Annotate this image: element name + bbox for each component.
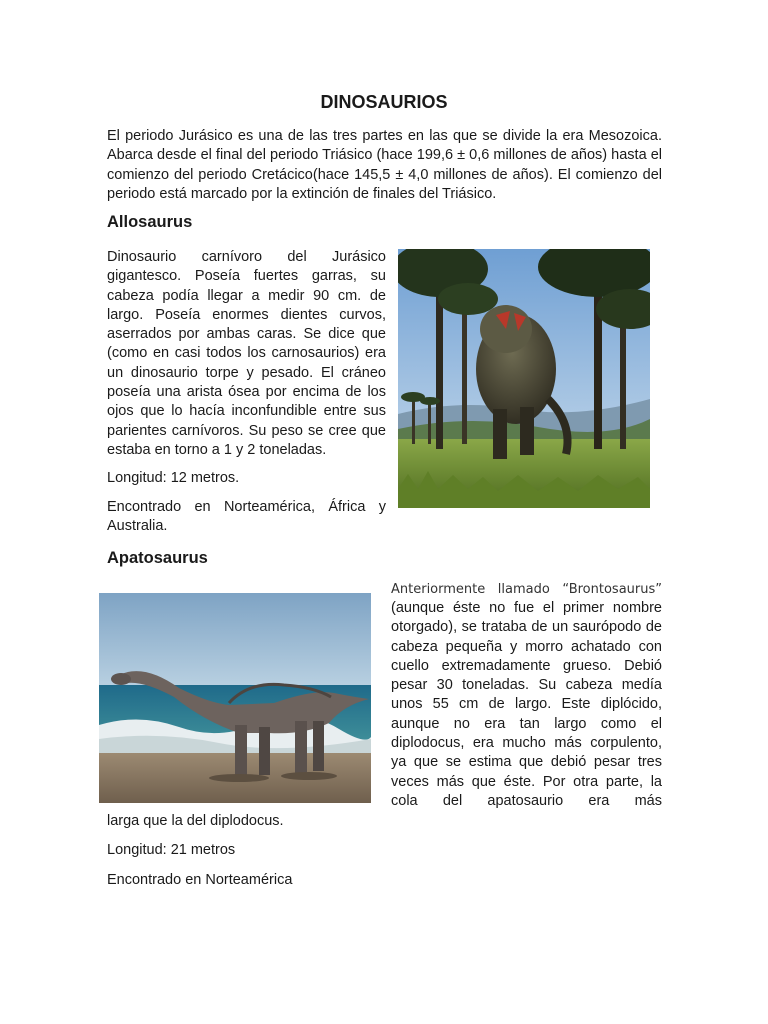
page-title: DINOSAURIOS <box>320 92 448 112</box>
intro-paragraph: El periodo Jurásico es una de las tres partes en las que se divide la era Mesozoica. Abarca desde el final del periodo Triásico (hace 199,6 ± 0,6 millones de años) hasta el comienzo del periodo Cretácico(hace 145,5 ± 4,0 millones de años). El comienzo del periodo está marcado por la extinción de finales del Triásico. <box>107 128 662 202</box>
allosaurus-found: Encontrado en Norteamérica, África y Australia. <box>107 499 386 535</box>
apatosaurus-heading: Apatosaurus <box>107 549 208 567</box>
apatosaurus-length: Longitud: 21 metros <box>107 842 236 858</box>
allosaurus-description: Dinosaurio carnívoro del Jurásico gigantesco. Poseía fuertes garras, su cabeza podía llegar a medir 90 cm. de largo. Poseía enormes dientes curvos, aserrados por ambas caras. Se dice que (como en casi todos los carnosaurios) era un dinosaurio torpe y pesado. El cráneo poseía una arista ósea por encima de los ojos que lo hacía inconfundible entre sus parientes carnívoros. Su peso se cree que estaba en torno a 1 y 2 toneladas. <box>107 249 386 458</box>
apatosaurus-photo <box>99 593 371 803</box>
apatosaurus-description-first: Anteriormente llamado “Brontosaurus” <box>391 582 662 597</box>
allosaurus-length: Longitud: 12 metros. <box>107 470 240 486</box>
allosaurus-photo <box>398 249 650 508</box>
apatosaurus-description-end: larga que la del diplodocus. <box>107 813 284 829</box>
apatosaurus-found: Encontrado en Norteamérica <box>107 872 293 888</box>
allosaurus-heading: Allosaurus <box>107 213 193 231</box>
apatosaurus-description-side: (aunque éste no fue el primer nombre otorgado), se trataba de un saurópodo de cabeza pequeña y morro achatado con cuello extremadamente grueso. Debió pesar 30 toneladas. Su cabeza medía unos 55 cm de largo. Este diplócido, aunque no era tan largo como el diplodocus, era mucho más corpulento, ya que se estima que debió pesar tres veces más que éste. Por otra parte, la cola del apatosaurio era más <box>391 600 662 809</box>
